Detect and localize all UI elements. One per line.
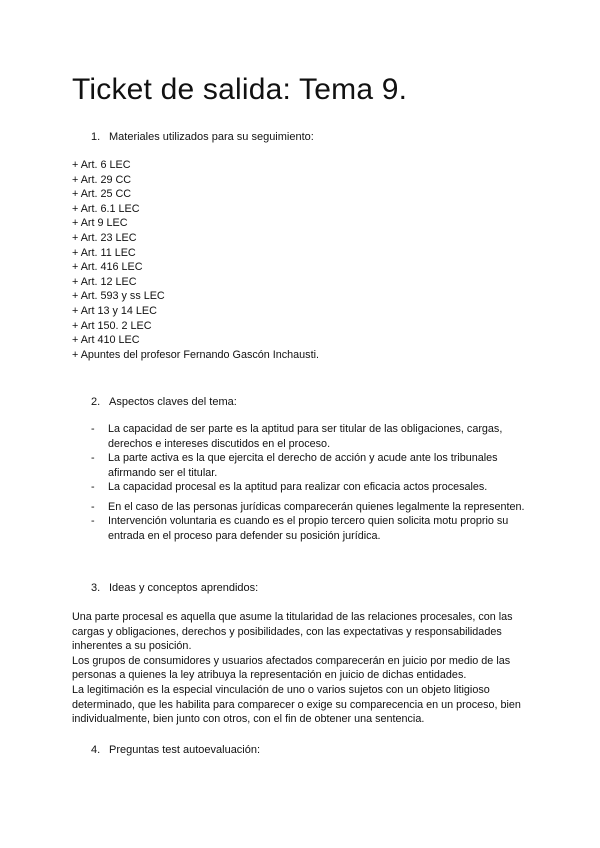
list-item: + Art. 11 LEC — [72, 246, 136, 259]
section-4-number: 4. — [91, 744, 101, 756]
list-item: - La capacidad de ser parte es la aptitud para ser titular de las obligaciones, cargas, derechos e intereses discutidos en el proceso. — [91, 422, 531, 451]
section-2-title: Aspectos claves del tema: — [109, 396, 237, 408]
section-3-number: 3. — [91, 582, 101, 594]
key-aspects-list — [91, 422, 531, 543]
list-item: + Art. 593 y ss LEC — [72, 290, 165, 303]
list-item: + Art. 29 CC — [72, 173, 132, 186]
list-item: + Art 150. 2 LEC — [72, 319, 152, 332]
learned-concepts — [72, 610, 527, 727]
paragraph: Los grupos de consumidores y usuarios afectados comparecerán en juicio por medio de las personas a quienes la ley atribuya la representación en juicio de dichas entidades. — [72, 654, 511, 682]
materials-list — [72, 158, 319, 362]
list-item: + Art. 416 LEC — [72, 261, 143, 274]
section-3-title: Ideas y conceptos aprendidos: — [109, 582, 259, 594]
list-item: - La parte activa es la que ejercita el derecho de acción y acude ante los tribunales afirmando ser el titular. — [91, 451, 531, 480]
list-item: - En el caso de las personas jurídicas comparecerán quienes legalmente la representen. — [91, 500, 531, 515]
list-item: - Intervención voluntaria es cuando es el propio tercero quien solicita motu proprio su entrada en el proceso para defender su posición jurídica. — [91, 514, 531, 543]
list-item: + Art. 12 LEC — [72, 275, 137, 288]
section-2-heading — [91, 395, 237, 409]
section-1-number: 1. — [91, 131, 101, 143]
section-2-number: 2. — [91, 396, 101, 408]
list-item: + Art 410 LEC — [72, 334, 140, 347]
paragraph: Una parte procesal es aquella que asume la titularidad de las relaciones procesales, con las cargas y obligaciones, derechos y posibilidades, con las expectativas y responsabilidades inherentes a su posición. — [72, 611, 513, 653]
list-item: - La capacidad procesal es la aptitud para realizar con eficacia actos procesales. — [91, 480, 531, 495]
section-4-heading — [91, 743, 260, 757]
paragraph: La legitimación es la especial vinculación de uno o varios sujetos con un objeto litigioso determinado, que les habilita para comparecer o exige su comparecencia en un proceso, bien individualmente, bien junto con otros, con el fin de obtener una sentencia. — [72, 683, 521, 726]
page-title: Ticket de salida: Tema 9. — [72, 73, 408, 106]
list-item: + Art. 23 LEC — [72, 231, 137, 244]
section-1-title: Materiales utilizados para su seguimiento: — [109, 131, 314, 143]
list-item: + Art 9 LEC — [72, 217, 128, 230]
list-item: + Art. 6 LEC — [72, 159, 131, 171]
list-item: + Art 13 y 14 LEC — [72, 304, 157, 317]
section-4-title: Preguntas test autoevaluación: — [109, 744, 261, 756]
section-1-heading — [91, 130, 314, 144]
list-item: + Art. 25 CC — [72, 188, 132, 201]
list-item: + Art. 6.1 LEC — [72, 202, 140, 215]
list-item: + Apuntes del profesor Fernando Gascón Inchausti. — [72, 348, 319, 361]
section-3-heading — [91, 581, 258, 595]
